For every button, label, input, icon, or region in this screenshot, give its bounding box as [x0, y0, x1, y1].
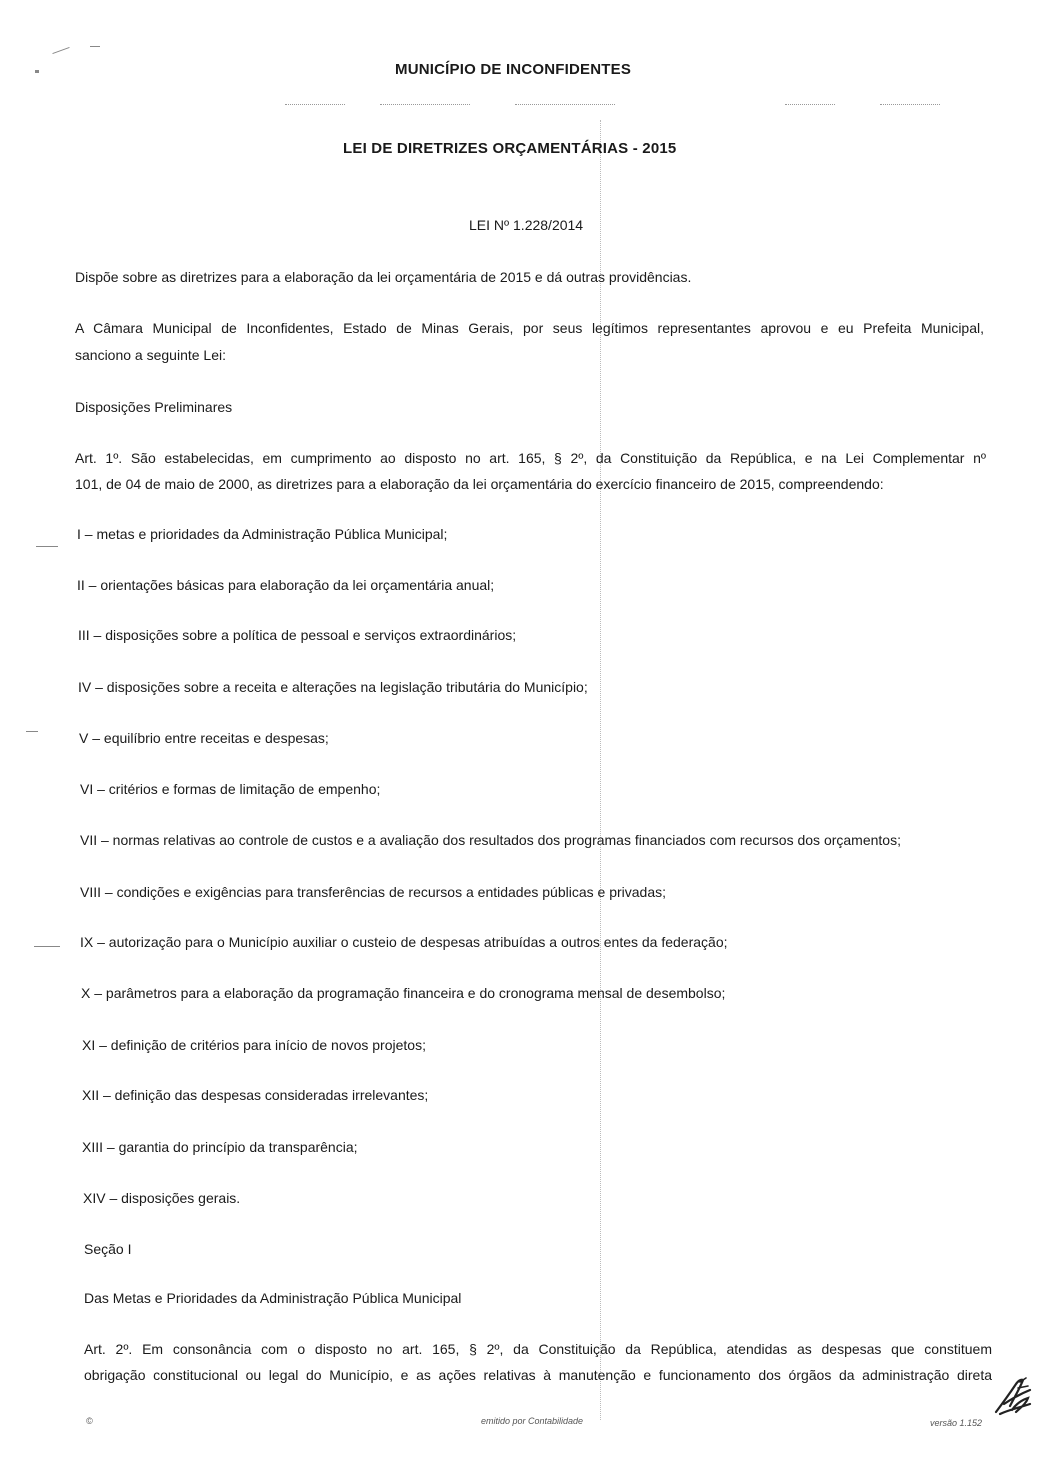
section-heading-preliminary: Disposições Preliminares: [75, 399, 233, 415]
footer-issued-by: emitido por Contabilidade: [481, 1416, 584, 1426]
scan-speck: [52, 47, 69, 54]
list-item: XIV – disposições gerais.: [83, 1190, 241, 1206]
section-1-heading: Seção I: [84, 1241, 132, 1257]
footer-version: versão 1.152: [930, 1418, 983, 1428]
article-2-line-2: obrigação constitucional ou legal do Município, e as ações relativas à manutenção e funcionamento dos órgãos da administração direta: [84, 1367, 992, 1383]
scan-dots: [380, 104, 470, 105]
scan-speck: [34, 946, 60, 947]
section-1-title: Das Metas e Prioridades da Administração Pública Municipal: [84, 1290, 462, 1306]
list-item: IX – autorização para o Município auxiliar o custeio de despesas atribuídas a outros entes da federação;: [80, 934, 728, 950]
list-item: VII – normas relativas ao controle de custos e a avaliação dos resultados dos programas financiados com recursos dos orçamentos;: [80, 832, 901, 848]
list-item: VI – critérios e formas de limitação de empenho;: [80, 781, 381, 797]
scan-dots: [285, 104, 345, 105]
article-2-line-1: Art. 2º. Em consonância com o disposto no art. 165, § 2º, da Constituição da República, atendidas as despesas que constituem: [84, 1341, 992, 1357]
list-item: XIII – garantia do princípio da transparência;: [82, 1139, 358, 1155]
enactment-line-2: sanciono a seguinte Lei:: [75, 347, 226, 363]
scan-speck: [26, 731, 38, 732]
scan-speck: [35, 70, 39, 73]
list-item: II – orientações básicas para elaboração da lei orçamentária anual;: [77, 577, 495, 593]
law-number: LEI Nº 1.228/2014: [469, 217, 584, 233]
list-item: V – equilíbrio entre receitas e despesas;: [79, 730, 329, 746]
article-1-line-1: Art. 1º. São estabelecidas, em cumprimento ao disposto no art. 165, § 2º, da Constituição da República, e na Lei Complementar nº: [75, 450, 986, 466]
municipality-title: MUNICÍPIO DE INCONFIDENTES: [395, 61, 632, 78]
list-item: IV – disposições sobre a receita e alterações na legislação tributária do Município;: [78, 679, 588, 695]
list-item: III – disposições sobre a política de pessoal e serviços extraordinários;: [78, 627, 517, 643]
scan-dots: [880, 104, 940, 105]
list-item: VIII – condições e exigências para transferências de recursos a entidades públicas e privadas;: [80, 884, 667, 900]
list-item: XI – definição de critérios para início de novos projetos;: [82, 1037, 426, 1053]
scan-speck: [36, 546, 58, 547]
scan-dots: [515, 104, 615, 105]
handwritten-initials-icon: [990, 1374, 1034, 1420]
scan-speck: [90, 46, 100, 47]
list-item: X – parâmetros para a elaboração da programação financeira e do cronograma mensal de desembolso;: [81, 985, 726, 1001]
article-1-line-2: 101, de 04 de maio de 2000, as diretrizes para a elaboração da lei orçamentária do exercício financeiro de 2015, compreendendo:: [75, 476, 884, 492]
ementa: Dispõe sobre as diretrizes para a elaboração da lei orçamentária de 2015 e dá outras providências.: [75, 269, 692, 285]
footer-left: ©: [86, 1416, 93, 1426]
list-item: XII – definição das despesas consideradas irrelevantes;: [82, 1087, 429, 1103]
list-item: I – metas e prioridades da Administração Pública Municipal;: [77, 526, 448, 542]
scan-dots: [785, 104, 835, 105]
enactment-line-1: A Câmara Municipal de Inconfidentes, Estado de Minas Gerais, por seus legítimos representantes aprovou e eu Prefeita Municipal,: [75, 320, 984, 336]
document-title: LEI DE DIRETRIZES ORÇAMENTÁRIAS - 2015: [343, 140, 677, 157]
